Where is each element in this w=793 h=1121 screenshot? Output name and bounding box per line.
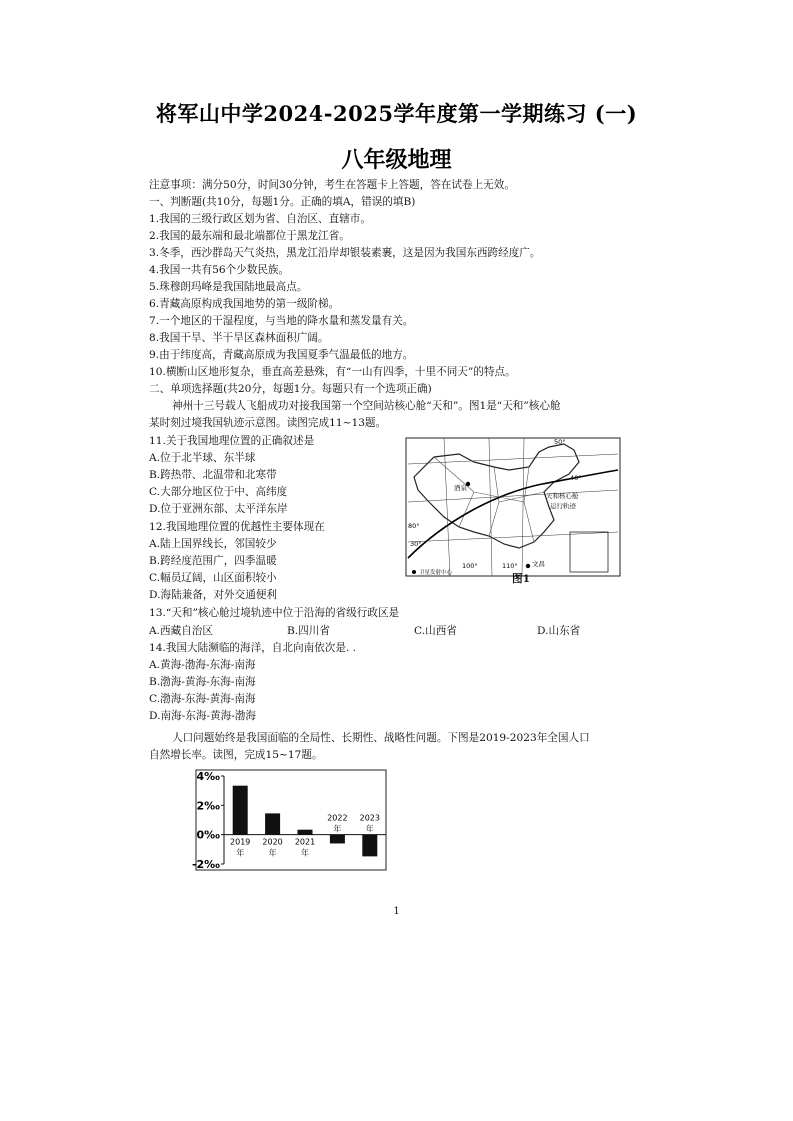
city-label: 酒泉	[454, 484, 467, 492]
x-tick-label: 年	[301, 848, 309, 858]
lat-label-50: 50°	[554, 438, 566, 446]
bar	[265, 813, 280, 834]
intro-paragraph: 自然增长率。读图，完成15~17题。	[149, 749, 323, 761]
y-tick-label: 2‰	[196, 799, 220, 813]
option-13b: B.四川省	[287, 625, 330, 637]
option-12b: B.跨经度范围广，四季温暖	[149, 555, 277, 567]
population-growth-chart	[190, 768, 390, 872]
exam-title: 将军山中学2024-2025学年度第一学期练习 (一)	[155, 101, 638, 126]
judge-item: 5.珠穆朗玛峰是我国陆地最高点。	[149, 281, 308, 293]
judge-item: 3.冬季，西沙群岛天气炎热，黑龙江沿岸却银装素裹，这是因为我国东西跨经度广。	[149, 247, 541, 259]
option-14a: A.黄海-渤海-东海-南海	[149, 659, 256, 671]
city-label: 文昌	[532, 560, 545, 568]
y-tick-label: -2‰	[191, 858, 220, 871]
x-tick-label: 年	[268, 848, 277, 858]
bar	[330, 835, 345, 844]
part1-heading: 一、判断题(共10分，每题1分。正确的填A，错误的填B)	[149, 196, 416, 208]
option-14b: B.渤海-黄海-东海-南海	[149, 676, 256, 688]
judge-item: 9.由于纬度高，青藏高原成为我国夏季气温最低的地方。	[149, 349, 414, 361]
lon-label-110: 110°	[502, 562, 518, 570]
option-13a: A.西藏自治区	[149, 625, 213, 637]
judge-item: 1.我国的三级行政区划为省、自治区、直辖市。	[149, 213, 371, 225]
exam-subtitle: 八年级地理	[341, 147, 452, 173]
judge-item: 8.我国干旱、半干旱区森林面积广阔。	[149, 332, 329, 344]
x-tick-label: 2022	[327, 813, 348, 823]
option-12c: C.幅员辽阔，山区面积较小	[149, 572, 277, 584]
map-frame	[406, 438, 620, 576]
launch-site-marker	[526, 564, 530, 568]
bar	[233, 786, 248, 835]
bar	[298, 830, 313, 835]
question-stem-12: 12.我国地理位置的优越性主要体现在	[149, 521, 325, 533]
page-number: 1	[393, 906, 400, 917]
option-11a: A.位于北半球、东半球	[149, 452, 256, 464]
judge-item: 2.我国的最东端和最北端都位于黑龙江省。	[149, 230, 350, 242]
lat-label-40: 40°	[570, 474, 582, 482]
lat-label-30: 30°	[410, 540, 422, 548]
x-tick-label: 年	[333, 824, 342, 834]
x-tick-label: 2020	[262, 837, 283, 847]
judge-item: 4.我国一共有56个少数民族。	[149, 264, 290, 276]
judge-item: 6.青藏高原构成我国地势的第一级阶梯。	[149, 298, 340, 310]
question-stem-14: 14.我国大陆濒临的海洋，自北向南依次是. .	[149, 642, 357, 654]
figure1-caption: 图1	[512, 573, 530, 585]
x-tick-label: 年	[236, 848, 245, 858]
legend-label: 卫星发射中心	[419, 570, 453, 576]
orbit-label: 天和核心舱	[546, 492, 579, 500]
judge-item: 7.一个地区的干湿程度，与当地的降水量和蒸发量有关。	[149, 315, 414, 327]
intro-paragraph: 某时刻过境我国轨迹示意图。读图完成11~13题。	[149, 417, 387, 429]
intro-paragraph: 人口问题始终是我国面临的全局性、长期性、战略性问题。下图是2019-2023年全国人口	[172, 732, 590, 744]
x-tick-label: 2019	[230, 837, 251, 847]
option-12d: D.海陆兼备，对外交通便利	[149, 589, 278, 601]
y-tick-label: 0‰	[196, 828, 220, 842]
lon-label-100: 100°	[462, 562, 478, 570]
legend-marker	[412, 570, 416, 574]
lon-label-80: 80°	[408, 522, 420, 530]
bar	[362, 835, 377, 857]
question-stem-13: 13.“天和”核心舱过境轨迹中位于沿海的省级行政区是	[149, 607, 400, 619]
judge-item: 10.横断山区地形复杂，垂直高差悬殊，有“一山有四季，十里不同天”的特点。	[149, 366, 516, 378]
option-14c: C.渤海-东海-黄海-南海	[149, 693, 256, 705]
option-13c: C.山西省	[414, 625, 457, 637]
option-12a: A.陆上国界线长，邻国较少	[149, 538, 277, 550]
x-tick-label: 2023	[359, 813, 380, 823]
question-stem-11: 11.关于我国地理位置的正确叙述是	[149, 435, 315, 447]
option-11d: D.位于亚洲东部、太平洋东岸	[149, 503, 288, 515]
part2-heading: 二、单项选择题(共20分，每题1分。每题只有一个选项正确)	[149, 383, 432, 395]
orbit-label: 运行轨迹	[550, 502, 576, 510]
notice: 注意事项：满分50分，时间30分钟，考生在答题卡上答题，答在试卷上无效。	[149, 179, 515, 191]
option-11b: B.跨热带、北温带和北寒带	[149, 469, 277, 481]
x-tick-label: 年	[365, 824, 374, 834]
intro-paragraph: 神州十三号载人飞船成功对接我国第一个空间站核心舱“天和”。图1是“天和”核心舱	[172, 400, 561, 412]
y-tick-label: 4‰	[196, 770, 220, 783]
option-13d: D.山东省	[537, 625, 581, 637]
option-11c: C.大部分地区位于中、高纬度	[149, 486, 288, 498]
figure1-map	[404, 432, 626, 584]
option-14d: D.南海-东海-黄海-渤海	[149, 710, 256, 722]
x-tick-label: 2021	[294, 837, 316, 847]
